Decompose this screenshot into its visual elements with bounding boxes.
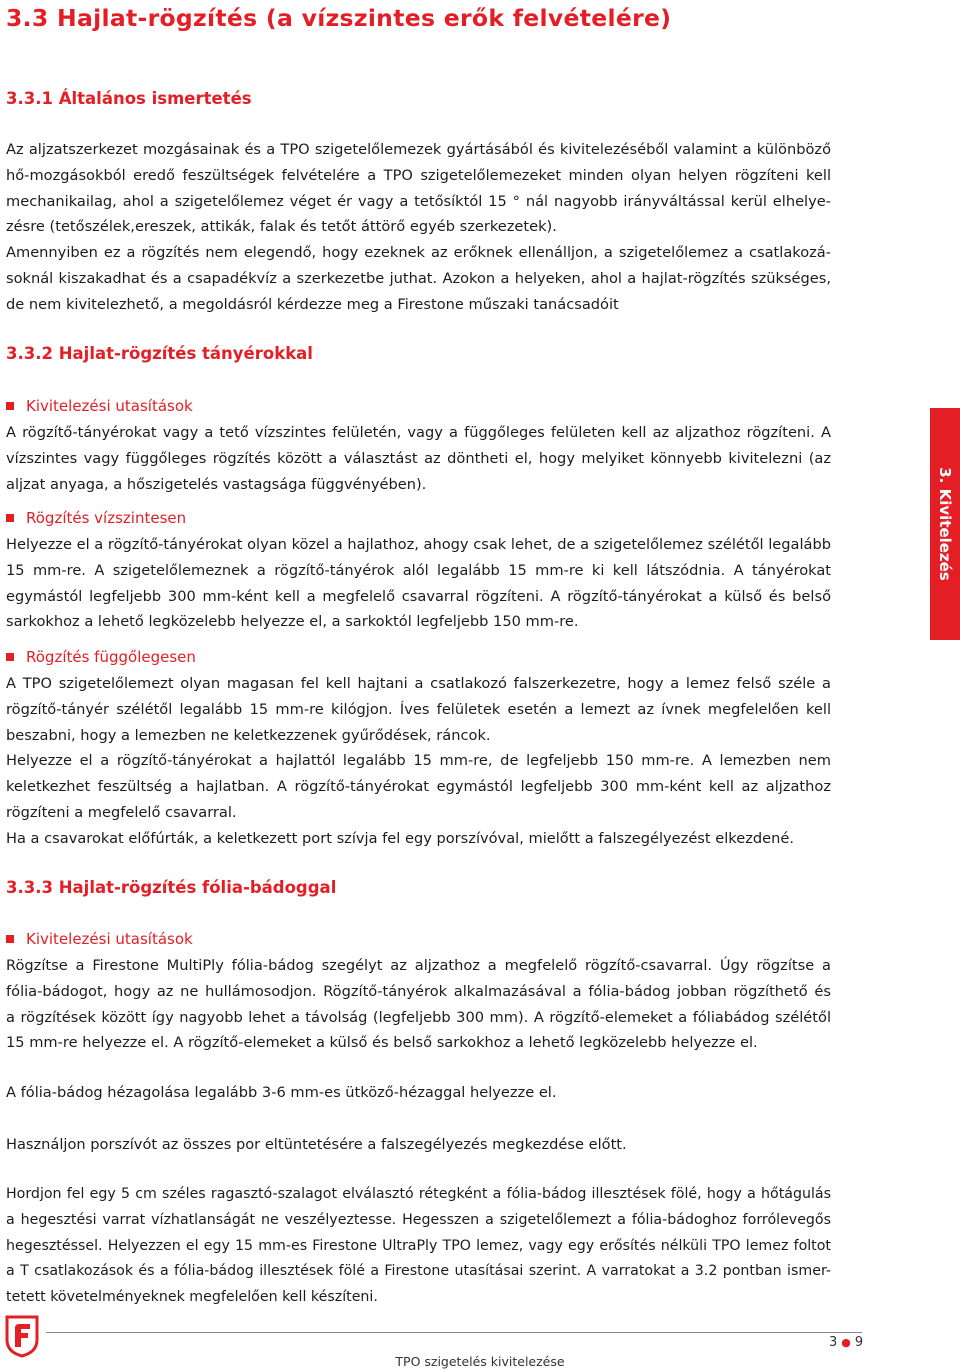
text-line: Helyezze el a rögzítő-tányérokat olyan közel a hajlathoz, ahogy csak lehet, de a szigetelőlemez szélétől legalább	[6, 536, 831, 553]
paragraph-3-3-1-b	[6, 240, 831, 317]
page-number	[829, 1335, 863, 1350]
text-line: hegesztéssel. Helyezzen el egy 15 mm-es Firestone UltraPly TPO lemez, vagy egy erősítés nélküli TPO lemez foltot	[6, 1237, 831, 1254]
subheading-kivitelezesi-utasitasok	[6, 397, 193, 415]
subheading-rogzites-vizszintesen	[6, 509, 186, 527]
subheading-label: Rögzítés függőlegesen	[26, 648, 196, 666]
section-heading-3-3-1: 3.3.1 Általános ismertetés	[6, 89, 252, 108]
text-line: sarkokhoz a lehető legközelebb helyezze el, a sarkoktól legfeljebb 150 mm-re.	[6, 613, 579, 631]
text-line: Amennyiben ez a rögzítés nem elegendő, hogy ezeknek az erőknek ellenálljon, a szigetelőlemez a csatlakozá-	[6, 244, 831, 261]
chapter-side-tab	[930, 408, 960, 640]
text-line: Rögzítse a Firestone MultiPly fólia-bádog szegélyt az aljzathoz a megfelelő rögzítő-csavarral. Úgy rögzítse a	[6, 957, 831, 974]
text-line: a rögzítések között így nagyobb lehet a távolság (legfeljebb 300 mm). A rögzítő-elemeket a fóliabádog szélétől	[6, 1008, 831, 1026]
paragraph-3-3-2-c	[6, 671, 831, 852]
text-line: rögzítő-tányér szélétől legalább 15 mm-re kilógjon. Íves felületek esetén a lemezt az ívnek megfelelően kell	[6, 700, 831, 718]
text-line: A rögzítő-tányérokat vagy a tető vízszintes felületén, vagy a függőleges felületen kell az aljzathoz rögzíteni. A	[6, 424, 831, 441]
text-line: de nem kivitelezhető, a megoldásról kérdezze meg a Firestone műszaki tanácsadóit	[6, 295, 619, 313]
subheading-label: Kivitelezési utasítások	[26, 397, 193, 415]
text-line: Hordjon fel egy 5 cm széles ragasztó-szalagot elválasztó rétegként a fólia-bádog illesztések fölé, hogy a hőtágulás	[6, 1186, 831, 1202]
text-line: egymástól legfeljebb 300 mm-ként kell a megfelelő csavarral rögzíteni. A rögzítő-tányérokat a külső és belső	[6, 587, 831, 605]
paragraph-3-3-1-a	[6, 137, 831, 240]
section-heading-3-3-2: 3.3.2 Hajlat-rögzítés tányérokkal	[6, 344, 313, 363]
paragraph-3-3-3-c	[6, 1132, 831, 1158]
page-chapter: 3	[829, 1335, 838, 1350]
paragraph-3-3-2-a	[6, 420, 831, 497]
square-bullet-icon	[6, 935, 14, 943]
paragraph-3-3-3-b	[6, 1080, 831, 1106]
square-bullet-icon	[6, 653, 14, 661]
text-line: Használjon porszívót az összes por eltüntetésére a falszegélyezés megkezdése előtt.	[6, 1136, 627, 1153]
bullet-dot-icon: ●	[841, 1336, 851, 1349]
text-line: A TPO szigetelőlemezt olyan magasan fel kell hajtani a csatlakozó falszerkezetre, hogy a lemez felső széle a	[6, 675, 831, 692]
paragraph-3-3-3-a	[6, 953, 831, 1056]
text-line: zésre (tetőszélek,ereszek, attikák, falak és tetőt áttörő egyéb szerkezetek).	[6, 218, 557, 236]
text-line: soknál kiszakadhat és a csapadékvíz a szerkezetbe juthat. Azokon a helyeken, ahol a hajlat-rögzítés szükséges,	[6, 269, 831, 287]
text-line: fólia-bádogot, hogy az ne hullámosodjon. Rögzítő-tányérok alkalmazásával a fólia-bádog jobban rögzíthető és	[6, 982, 831, 1000]
text-line: A fólia-bádog hézagolása legalább 3-6 mm-es ütköző-hézaggal helyezze el.	[6, 1084, 557, 1101]
text-line: aljzat anyaga, a hőszigetelés vastagsága függvényében).	[6, 475, 427, 493]
page-title: 3.3 Hajlat-rögzítés (a vízszintes erők felvételére)	[6, 4, 672, 32]
text-line: vízszintes vagy függőleges rögzítés között a választást az döntheti el, hogy melyiket könnyebb kivitelezni (az	[6, 449, 831, 467]
text-line: a T csatlakozások és a fólia-bádog illesztések fölé a Firestone utasításai szerint. A varratokat a 3.2 pontban ismer-	[6, 1263, 831, 1280]
text-line: Ha a csavarokat előfúrták, a keletkezett port szívja fel egy porszívóval, mielőtt a falszegélyezést elkezdené.	[6, 829, 794, 847]
paragraph-3-3-2-b	[6, 532, 831, 635]
section-heading-3-3-3: 3.3.3 Hajlat-rögzítés fólia-bádoggal	[6, 878, 337, 897]
text-line: mechanikailag, ahol a szigetelőlemez véget ér vagy a tetősíktól 15 ° nál nagyobb irányváltással kerül elhelye-	[6, 192, 831, 210]
firestone-logo-icon	[4, 1314, 40, 1358]
subheading-rogzites-fuggolegesen	[6, 648, 196, 666]
footer-divider	[46, 1332, 862, 1333]
paragraph-3-3-3-d	[6, 1182, 831, 1311]
chapter-side-tab-label: 3. Kivitelezés	[936, 467, 954, 581]
page-index: 9	[854, 1335, 864, 1350]
text-line: keletkezhet feszültség a hajlatban. A rögzítő-tányérokat egymástól legfeljebb 300 mm-ként kell az aljzathoz	[6, 778, 831, 796]
text-line: Helyezze el a rögzítő-tányérokat a hajlattól legalább 15 mm-re, de legfeljebb 150 mm-re. A lemezben nem	[6, 752, 831, 770]
text-line: 15 mm-re helyezze el. A rögzítő-elemeket a külső és belső sarkokhoz a lehető legközelebb helyezze el.	[6, 1034, 758, 1052]
text-line: beszabni, hogy a lemezben ne keletkezzenek gyűrődések, ráncok.	[6, 726, 491, 744]
subheading-label: Kivitelezési utasítások	[26, 930, 193, 948]
text-line: 15 mm-re. A szigetelőlemeznek a rögzítő-tányérok alól legalább 15 mm-re ki kell látszódnia. A tányérokat	[6, 561, 831, 579]
text-line: a hegesztési varrat vízhatlanságát ne veszélyeztesse. Hegesszen a szigetelőlemezt a fólia-bádoghoz forrólevegős	[6, 1211, 831, 1228]
square-bullet-icon	[6, 402, 14, 410]
text-line: tetett követelményeknek megfelelően kell készíteni.	[6, 1289, 378, 1306]
subheading-kivitelezesi-utasitasok-2	[6, 930, 193, 948]
text-line: rögzíteni a megfelelő csavarral.	[6, 803, 237, 821]
square-bullet-icon	[6, 514, 14, 522]
footer-title: TPO szigetelés kivitelezése	[395, 1354, 565, 1369]
subheading-label: Rögzítés vízszintesen	[26, 509, 187, 527]
text-line: hő-mozgásokból eredő feszültségek felvételére a TPO szigetelőlemezeket minden olyan helyen rögzíteni kell	[6, 166, 831, 184]
text-line: Az aljzatszerkezet mozgásainak és a TPO szigetelőlemezek gyártásából és kivitelezéséből valamint a különböző	[6, 141, 831, 158]
